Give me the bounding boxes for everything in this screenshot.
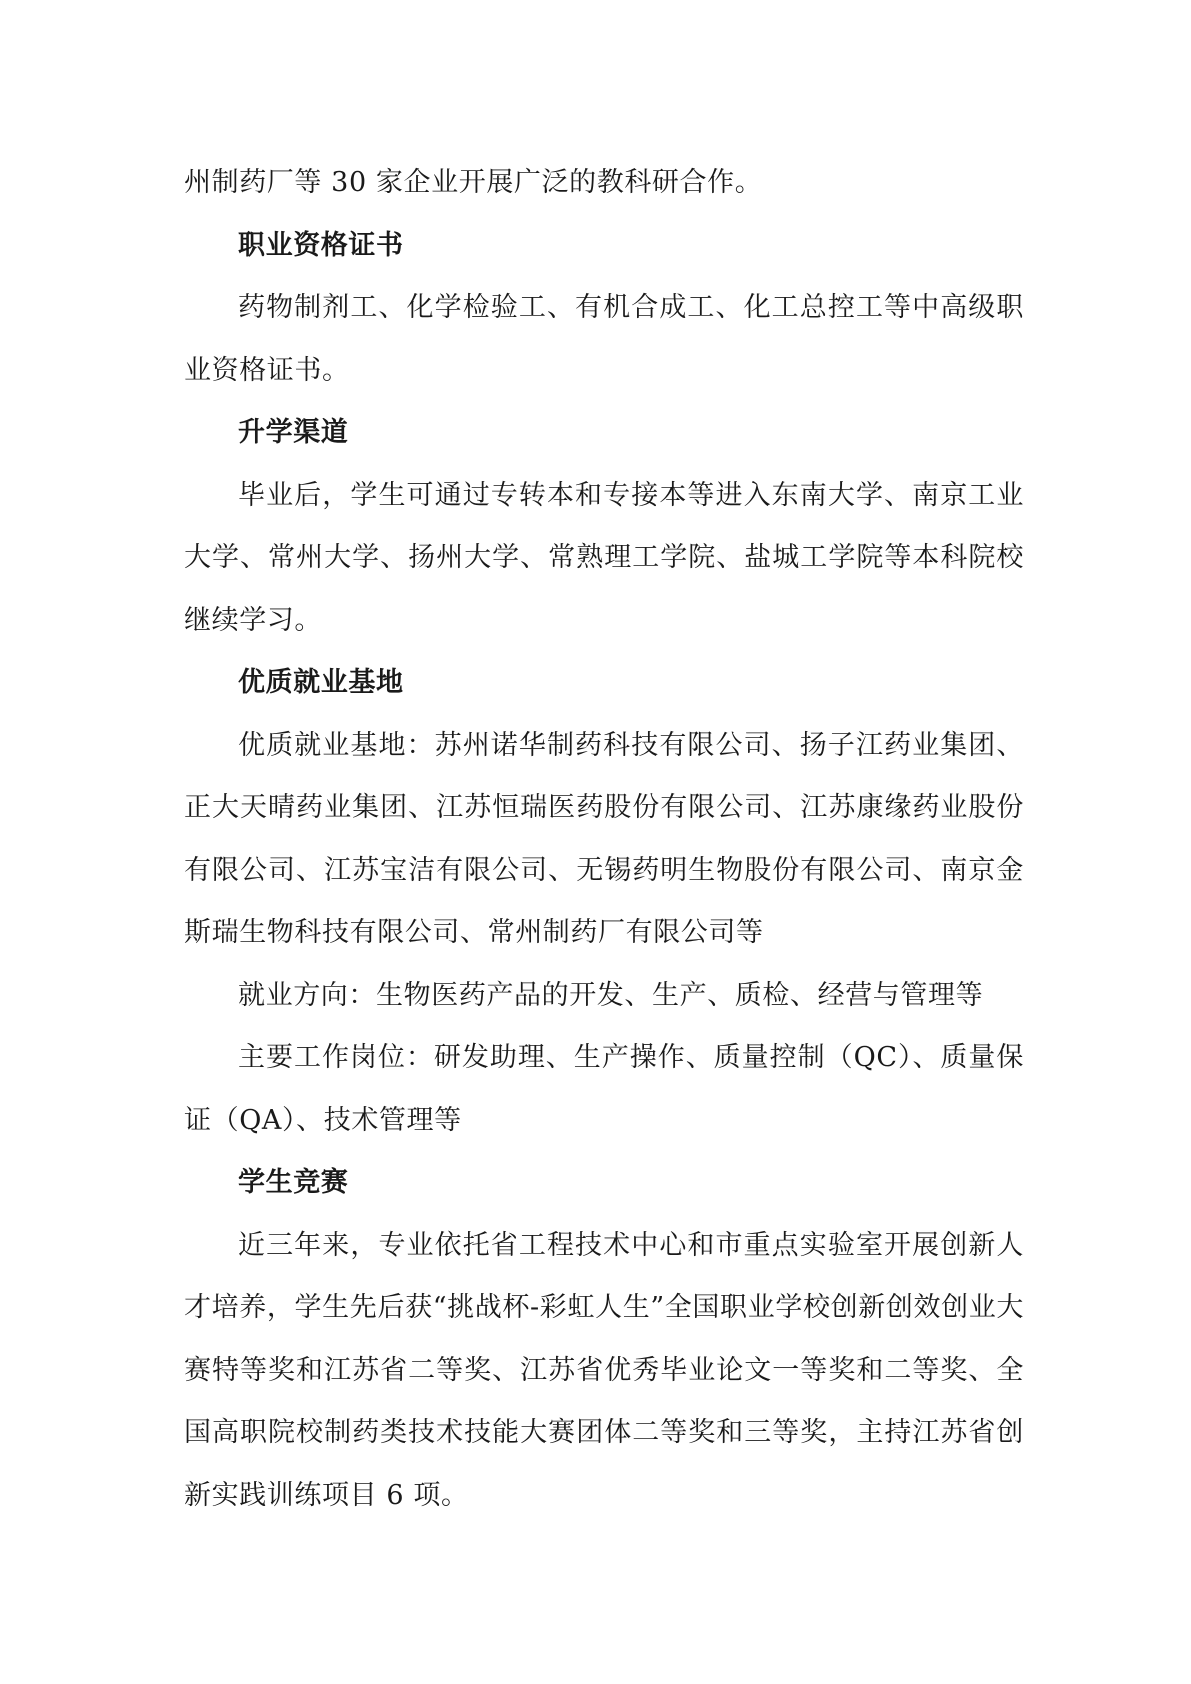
section-qualification-certificates: [184, 215, 1024, 403]
section-employment-bases: [184, 652, 1024, 1152]
section-paragraph: 毕业后，学生可通过专转本和专接本等进入东南大学、南京工业大学、常州大学、扬州大学、常熟理工学院、盐城工学院等本科院校继续学习。: [184, 479, 1024, 636]
section-paragraph: 优质就业基地：苏州诺华制药科技有限公司、扬子江药业集团、正大天晴药业集团、江苏恒瑞医药股份有限公司、江苏康缘药业股份有限公司、江苏宝洁有限公司、无锡药明生物股份有限公司、南京金斯瑞生物科技有限公司、常州制药厂有限公司等: [184, 729, 1024, 948]
section-further-study: [184, 402, 1024, 652]
section-heading: 职业资格证书: [238, 229, 404, 261]
document-body: [184, 152, 1024, 1527]
section-paragraph: 就业方向：生物医药产品的开发、生产、质检、经营与管理等: [238, 979, 984, 1011]
section-paragraph: 近三年来，专业依托省工程技术中心和市重点实验室开展创新人才培养，学生先后获“挑战杯-彩虹人生”全国职业学校创新创效创业大赛特等奖和江苏省二等奖、江苏省优秀毕业论文一等奖和二等奖、全国高职院校制药类技术技能大赛团体二等奖和三等奖，主持江苏省创新实践训练项目 6 项。: [184, 1229, 1024, 1511]
section-student-competitions: [184, 1152, 1024, 1527]
section-paragraph: 主要工作岗位：研发助理、生产操作、质量控制（QC）、质量保证（QA）、技术管理等: [184, 1042, 1024, 1136]
intro-continuation: 州制药厂等 30 家企业开展广泛的教科研合作。: [184, 167, 763, 198]
section-heading: 升学渠道: [238, 417, 349, 448]
section-paragraph: 药物制剂工、化学检验工、有机合成工、化工总控工等中高级职业资格证书。: [184, 292, 1024, 386]
section-heading: 学生竞赛: [238, 1167, 349, 1198]
section-heading: 优质就业基地: [238, 667, 404, 698]
